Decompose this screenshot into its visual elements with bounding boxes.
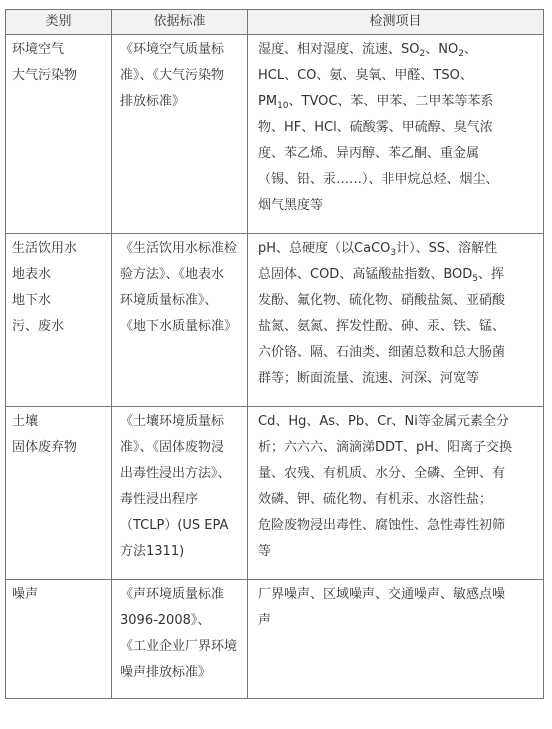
standard-line: 《工业企业厂界环境 [120,639,238,654]
standard-line: （TCLP）(US EPA [120,518,229,533]
header-standard: 依据标准 [112,10,248,35]
standard-line: 《土壤环境质量标 [120,414,225,429]
items-line: 发酚、氟化物、硫化物、硝酸盐氮、亚硝酸 [258,293,506,308]
testing-standards-table [5,9,544,699]
standard-cell [112,407,248,580]
table-row [6,35,544,234]
items-line: 量、农残、有机质、水分、全磷、全钾、有 [258,466,506,481]
standard-line: 验方法》、《地表水 [120,267,225,282]
standard-line: 准》、《固体废物浸 [120,440,225,455]
items-line: 湿度、相对湿度、流速、$SO_2$、$NO_2$、 [258,42,477,59]
category-line: 污、废水 [12,319,65,334]
header-items: 检测项目 [248,10,544,35]
header-row [6,10,544,35]
items-line: 物、HF、HCl、硫酸雾、甲硫醇、臭气浓 [258,120,493,135]
category-line: 噪声 [12,587,39,602]
table-row [6,234,544,407]
category-line: 生活饮用水 [12,241,78,256]
items-cell [248,234,544,407]
items-line: Cd、Hg、As、Pb、Cr、Ni等金属元素全分 [258,414,509,429]
items-line: HCL、CO、氨、臭氧、甲醛、TSO、 [258,68,473,83]
standard-line: 毒性浸出程序 [120,492,199,507]
standard-line: 《声环境质量标准 [120,587,225,602]
items-line: 效磷、钾、硫化物、有机汞、水溶性盐； [258,492,493,507]
items-line: 声 [258,613,272,628]
standard-line: 方法1311) [120,544,185,559]
items-line: $PM_{10}$、TVOC、苯、甲苯、二甲苯等苯系 [258,94,494,111]
category-cell [6,580,112,699]
category-line: 地下水 [12,293,52,308]
standard-line: 《生活饮用水标准检 [120,241,238,256]
category-line: 固体废弃物 [12,440,78,455]
items-cell [248,35,544,234]
category-line: 土壤 [12,414,39,429]
items-line: 烟气黑度等 [258,198,324,213]
category-line: 环境空气 [12,42,65,57]
standard-line: 环境质量标准》、 [120,293,218,308]
items-line: 总固体、COD、高锰酸盐指数、$BOD_5$、挥 [258,267,505,284]
items-line: 危险废物浸出毒性、腐蚀性、急性毒性初筛 [258,518,506,533]
standard-line: 排放标准》 [120,94,186,109]
standard-line: 噪声排放标准》 [120,665,212,680]
category-cell [6,234,112,407]
items-line: 度、苯乙烯、异丙醇、苯乙酮、重金属 [258,146,480,161]
category-cell [6,35,112,234]
standard-line: 准》、《大气污染物 [120,68,225,83]
items-cell [248,407,544,580]
items-line: 盐氮、氨氮、挥发性酚、砷、汞、铁、锰、 [258,319,506,334]
items-line: 六价铬、隔、石油类、细菌总数和总大肠菌 [258,345,506,360]
category-line: 大气污染物 [12,68,78,83]
standard-line: 《地下水质量标准》 [120,319,238,334]
standard-cell [112,234,248,407]
items-line: 群等；断面流量、流速、河深、河宽等 [258,371,480,386]
standard-cell [112,580,248,699]
standard-line: 3096-2008》、 [120,613,211,628]
standard-line: 《环境空气质量标 [120,42,225,57]
category-cell [6,407,112,580]
table-row [6,407,544,580]
items-cell [248,580,544,699]
items-line: pH、总硬度（以CaCO$_3$计）、SS、溶解性 [258,241,498,258]
items-line: （锡、铅、汞……）、非甲烷总烃、烟尘、 [258,172,499,187]
items-line: 析；六六六、滴滴涕DDT、pH、阳离子交换 [258,440,512,455]
table-row [6,580,544,699]
standard-cell [112,35,248,234]
items-line: 等 [258,544,272,559]
standard-line: 出毒性浸出方法》、 [120,466,231,481]
category-line: 地表水 [12,267,52,282]
items-line: 厂界噪声、区域噪声、交通噪声、敏感点噪 [258,587,506,602]
header-category: 类别 [6,10,112,35]
